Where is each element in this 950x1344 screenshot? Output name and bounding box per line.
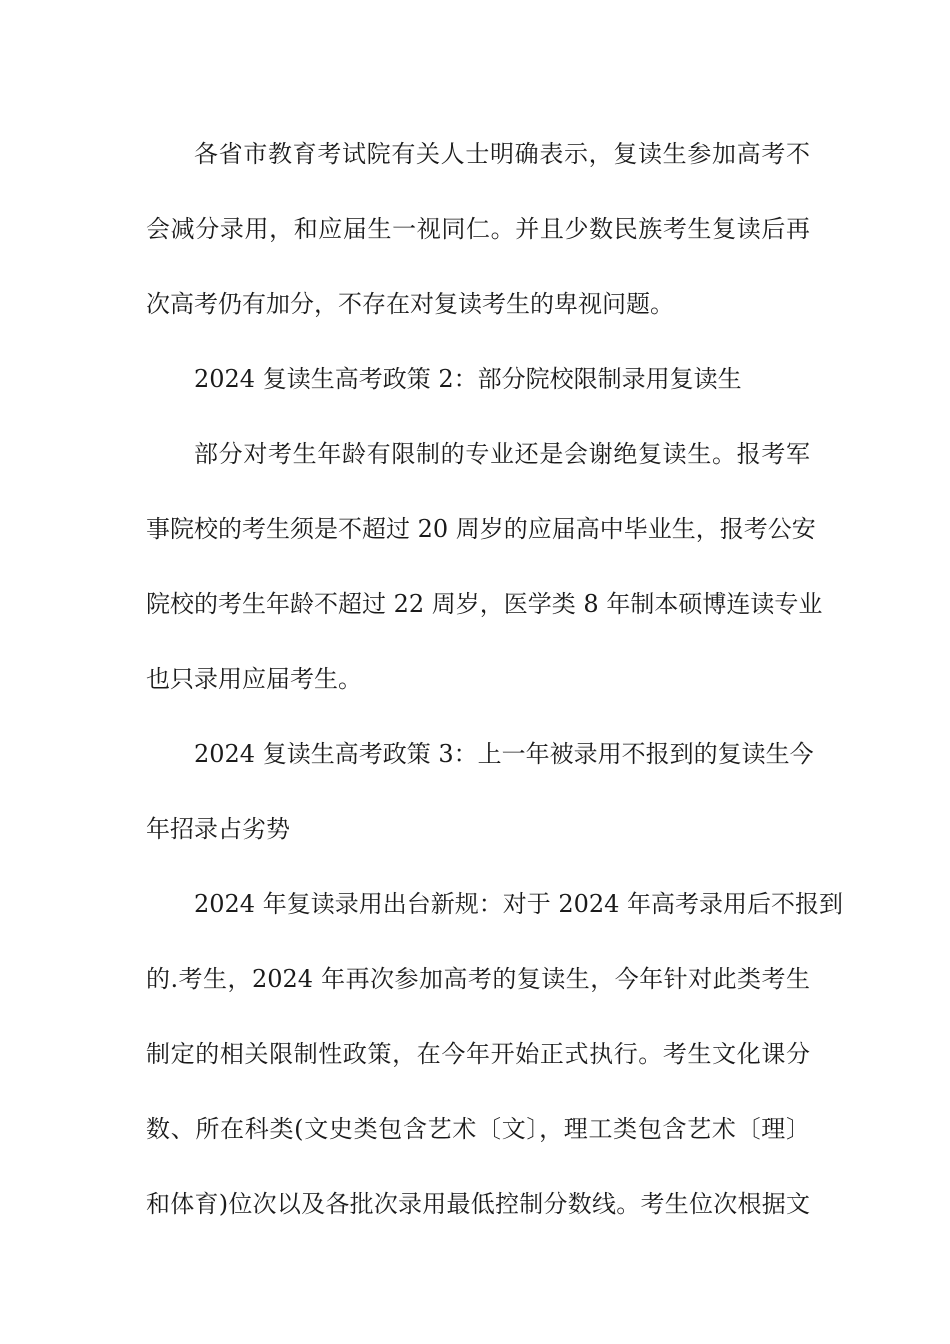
paragraph-line: 事院校的考生须是不超过 20 周岁的应届高中毕业生，报考公安 [146, 515, 816, 543]
paragraph-line: 也只录用应届考生。 [146, 665, 362, 693]
paragraph-line: 制定的相关限制性政策，在今年开始正式执行。考生文化课分 [146, 1040, 810, 1068]
document-body [146, 124, 844, 1218]
paragraph-line: 次高考仍有加分，不存在对复读考生的卑视问题。 [146, 290, 674, 318]
paragraph-line: 会减分录用，和应届生一视同仁。并且少数民族考生复读后再 [146, 215, 810, 243]
section-heading: 年招录占劣势 [146, 815, 290, 843]
paragraph-line: 院校的考生年龄不超过 22 周岁，医学类 8 年制本硕博连读专业 [146, 590, 823, 618]
paragraph-line: 的.考生，2024 年再次参加高考的复读生，今年针对此类考生 [146, 965, 810, 993]
section-heading: 2024 复读生高考政策 2：部分院校限制录用复读生 [194, 365, 742, 393]
paragraph-line: 数、所在科类(文史类包含艺术〔文〕，理工类包含艺术〔理〕 [146, 1115, 810, 1143]
paragraph-line: 2024 年复读录用出台新规：对于 2024 年高考录用后不报到 [194, 890, 844, 918]
paragraph-line: 部分对考生年龄有限制的专业还是会谢绝复读生。报考军 [194, 440, 810, 468]
section-heading: 2024 复读生高考政策 3：上一年被录用不报到的复读生今 [194, 740, 814, 768]
paragraph-line: 和体育)位次以及各批次录用最低控制分数线。考生位次根据文 [146, 1190, 810, 1218]
paragraph-line: 各省市教育考试院有关人士明确表示，复读生参加高考不 [194, 140, 810, 168]
